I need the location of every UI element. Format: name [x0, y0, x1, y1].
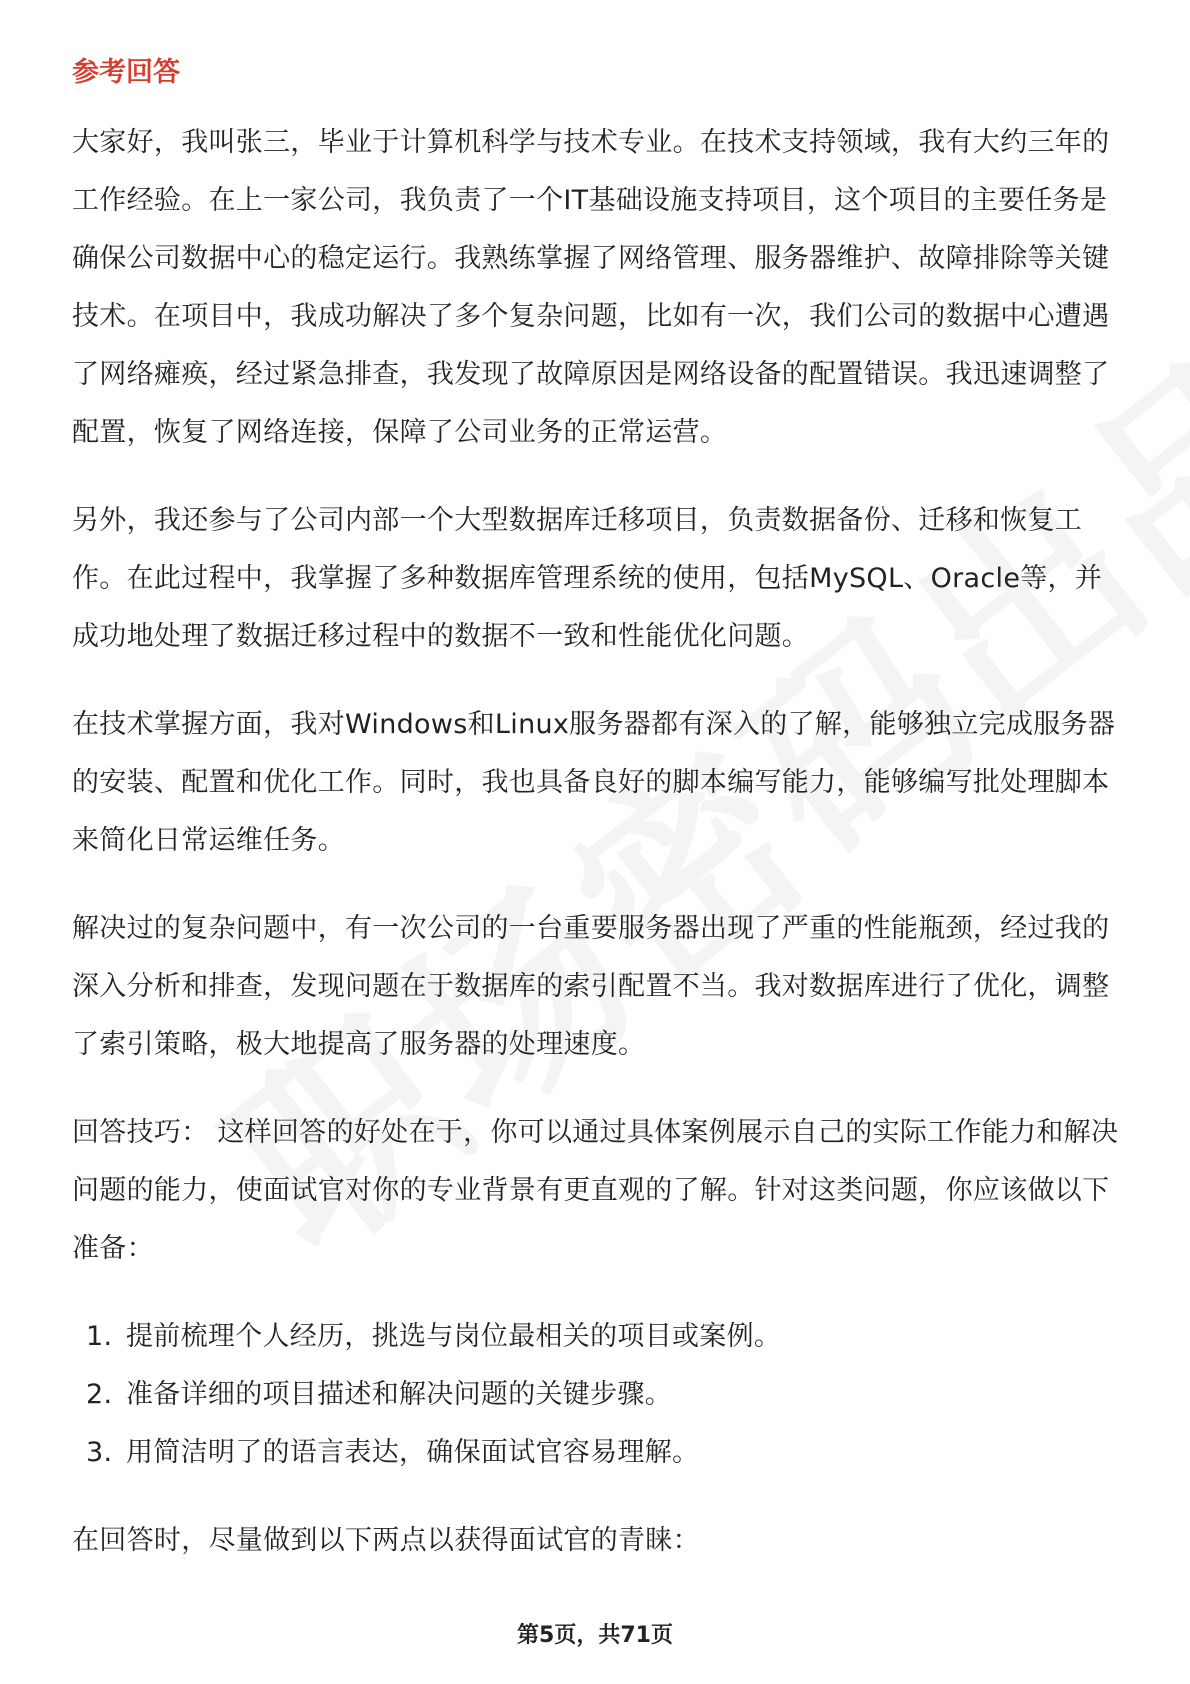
tips-list	[72, 1308, 1122, 1482]
list-number: 2.	[86, 1379, 113, 1410]
paragraph-closing: 在回答时，尽量做到以下两点以获得面试官的青睐：	[72, 1525, 700, 1556]
paragraph-technical-skills: 在技术掌握方面，我对Windows和Linux服务器都有深入的了解，能够独立完成服务器的安装、配置和优化工作。同时，我也具备良好的脚本编写能力，能够编写批处理脚本来简化日常运维任务。	[72, 709, 1116, 856]
list-text: 准备详细的项目描述和解决问题的关键步骤。	[126, 1379, 672, 1410]
list-item	[86, 1366, 1122, 1424]
page-number: 第5页，共71页	[517, 1623, 673, 1648]
list-text: 用简洁明了的语言表达，确保面试官容易理解。	[126, 1437, 700, 1468]
list-text: 提前梳理个人经历，挑选与岗位最相关的项目或案例。	[126, 1321, 782, 1352]
list-number: 1.	[86, 1321, 113, 1352]
section-title: 参考回答	[72, 57, 180, 88]
list-number: 3.	[86, 1437, 113, 1468]
document-content	[72, 48, 1122, 1600]
paragraph-intro: 大家好，我叫张三，毕业于计算机科学与技术专业。在技术支持领域，我有大约三年的工作经验。在上一家公司，我负责了一个IT基础设施支持项目，这个项目的主要任务是确保公司数据中心的稳定运行。我熟练掌握了网络管理、服务器维护、故障排除等关键技术。在项目中，我成功解决了多个复杂问题，比如有一次，我们公司的数据中心遭遇了网络瘫痪，经过紧急排查，我发现了故障原因是网络设备的配置错误。我迅速调整了配置，恢复了网络连接，保障了公司业务的正常运营。	[72, 127, 1110, 448]
paragraph-database-migration: 另外，我还参与了公司内部一个大型数据库迁移项目，负责数据备份、迁移和恢复工作。在此过程中，我掌握了多种数据库管理系统的使用，包括MySQL、Oracle等，并成功地处理了数据迁移过程中的数据不一致和性能优化问题。	[72, 505, 1103, 652]
list-item	[86, 1424, 1122, 1482]
list-item	[86, 1308, 1122, 1366]
paragraph-answer-tips: 回答技巧： 这样回答的好处在于，你可以通过具体案例展示自己的实际工作能力和解决问题的能力，使面试官对你的专业背景有更直观的了解。针对这类问题，你应该做以下准备：	[72, 1117, 1119, 1264]
paragraph-complex-problem: 解决过的复杂问题中，有一次公司的一台重要服务器出现了严重的性能瓶颈，经过我的深入分析和排查，发现问题在于数据库的索引配置不当。我对数据库进行了优化，调整了索引策略，极大地提高了服务器的处理速度。	[72, 913, 1110, 1060]
